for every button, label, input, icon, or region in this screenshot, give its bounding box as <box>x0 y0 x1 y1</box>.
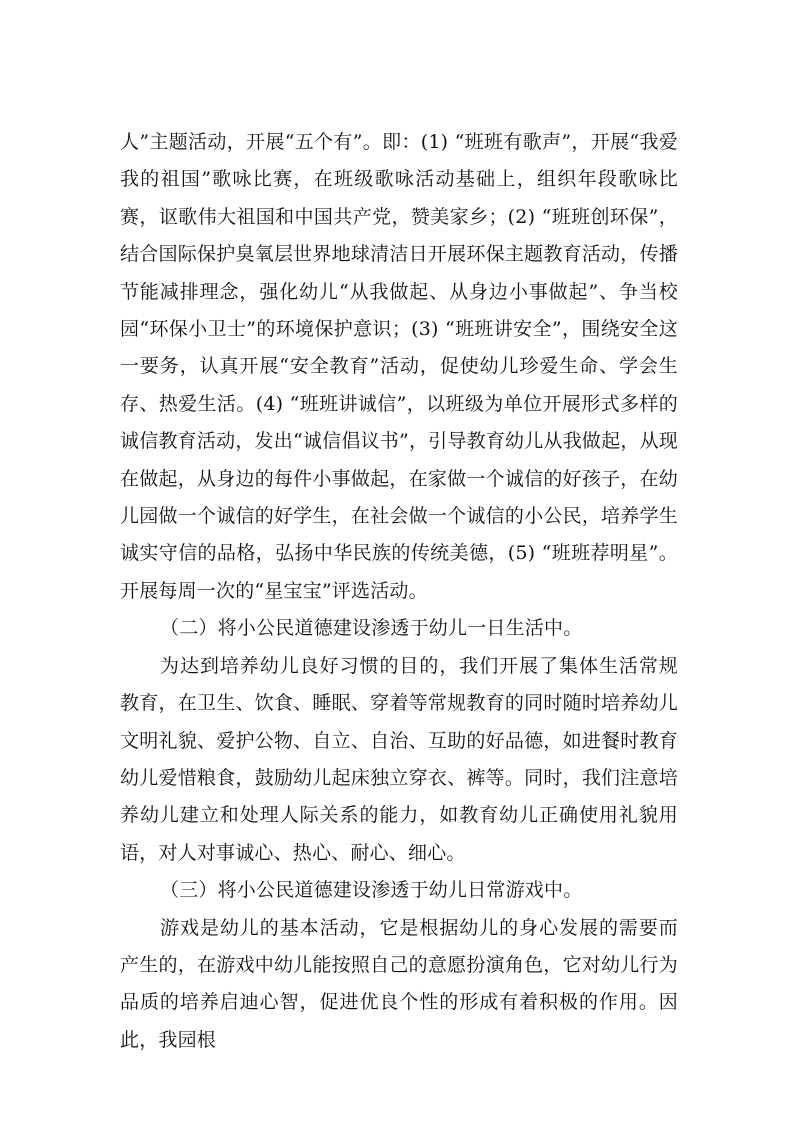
document-page <box>120 124 678 1059</box>
paragraph-five-haves: 人”主题活动，开展“五个有”。即：(1) “班班有歌声”，开展“我爱我的祖国”歌咏比赛，在班级歌咏活动基础上，组织年段歌咏比赛，讴歌伟大祖国和中国共产党，赞美家乡；(2) “班班创环保”，结合国际保护臭氧层世界地球清洁日开展环保主题教育活动，传播节能减排理念，强化幼儿“从我做起、从身边小事做起”、争当校园“环保小卫士”的环境保护意识；(3) “班班讲安全”，围绕安全这一要务，认真开展“安全教育”活动，促使幼儿珍爱生命、学会生存、热爱生活。(4) “班班讲诚信”，以班级为单位开展形式多样的诚信教育活动，发出“诚信倡议书”，引导教育幼儿从我做起，从现在做起，从身边的每件小事做起，在家做一个诚信的好孩子，在幼儿园做一个诚信的好学生，在社会做一个诚信的小公民，培养学生诚实守信的品格，弘扬中华民族的传统美德，(5) “班班荐明星”。开展每周一次的“星宝宝”评选活动。 <box>120 131 678 602</box>
paragraph-games: 游戏是幼儿的基本活动，它是根据幼儿的身心发展的需要而产生的，在游戏中幼儿能按照自己的意愿扮演角色，它对幼儿行为品质的培养启迪心智，促进优良个性的形成有着积极的作用。因此，我园根 <box>120 916 678 1051</box>
paragraph-daily-life: 为达到培养幼儿良好习惯的目的，我们开展了集体生活常规教育，在卫生、饮食、睡眠、穿着等常规教育的同时随时培养幼儿文明礼貌、爱护公物、自立、自治、互助的好品德，如进餐时教育幼儿爱惜粮食，鼓励幼儿起床独立穿衣、裤等。同时，我们注意培养幼儿建立和处理人际关系的能力，如教育幼儿正确使用礼貌用语，对人对事诚心、热心、耐心、细心。 <box>120 654 678 864</box>
section-heading-daily-life: （二）将小公民道德建设渗透于幼儿一日生活中。 <box>160 617 583 640</box>
section-heading-games: （三）将小公民道德建设渗透于幼儿日常游戏中。 <box>160 879 583 902</box>
